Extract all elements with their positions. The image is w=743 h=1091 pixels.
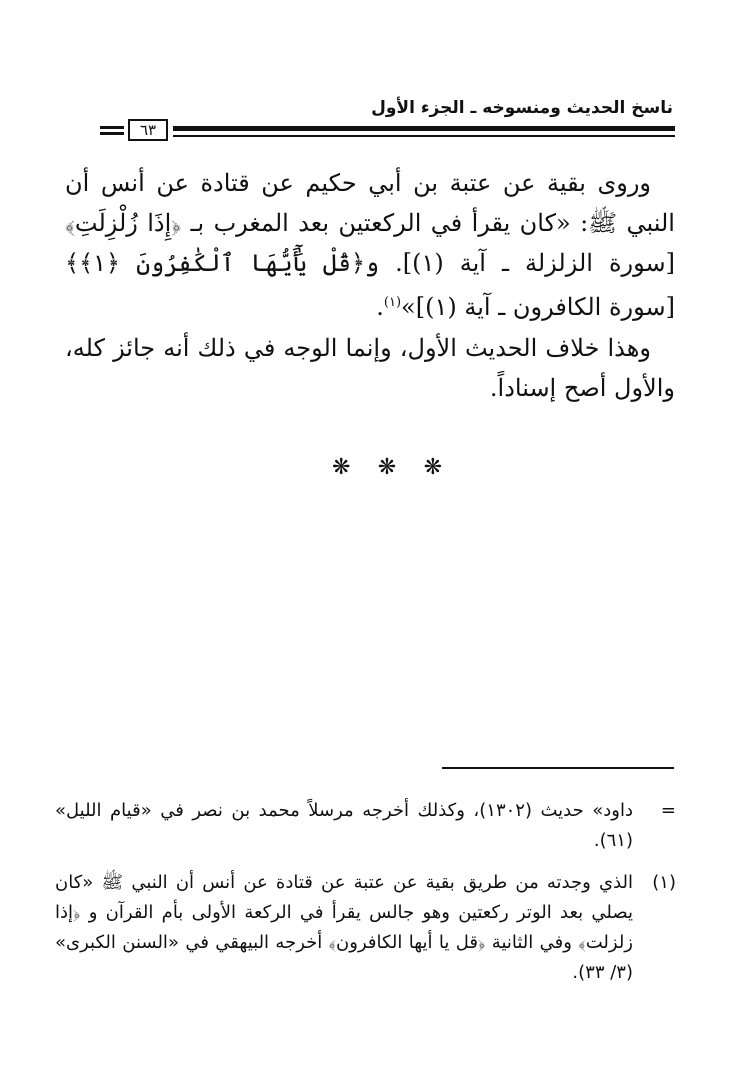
separator-star-icon: ❋ [332,455,351,480]
paragraph1-end: . [376,293,384,321]
body-paragraph-1 [65,163,675,327]
footnote-1 [55,868,675,988]
paragraph1-text-c: ﴾ [سورة الكافرون ـ آية (١)]» [65,249,675,321]
paragraph2-text: وهذا خلاف الحديث الأول، وإنما الوجه في ذلك أنه جائز كله، والأول أصح إسناداً. [65,334,675,402]
footnote-divider [442,767,674,769]
footnote-text: الذي وجدته من طريق بقية عن عتبة عن قتادة عن أنس أن النبي ﷺ «كان يصلي بعد الوتر ركعتين وهو جالس يقرأ في الركعة الأولى بأم القرآن و ﴿إذا زلزلت﴾ وفي الثانية ﴿قل يا أيها الكافرون﴾ أخرجه البيهقي في «السنن الكبرى» (٣/ ٣٣). [55,872,633,983]
body-paragraph-2 [65,328,675,408]
footnote-continued [55,796,675,856]
footnote-marker: (١) [652,872,676,893]
separator-star-icon: ❋ [423,455,442,480]
paragraph1-text-b: ﴾ [سورة الزلزلة ـ آية (١)]. و﴿ [65,209,675,277]
header-rule-thick [173,126,675,131]
page-number: ٦٣ [128,119,168,141]
header-ornament-bars [100,126,124,138]
quran-verse-zalzalah: إِذَا زُلْزِلَتِ [74,209,172,237]
section-separator [332,455,442,480]
separator-star-icon: ❋ [377,455,397,480]
footnote-reference[interactable]: (١) [383,295,402,310]
paragraph1-text-a: وروى بقية عن عتبة بن أبي حكيم عن قتادة عن أنس أن النبي ﷺ: «كان يقرأ في الركعتين بعد المغرب بـ ﴿ [65,169,675,237]
footnote-text: داود» حديث (١٣٠٢)، وكذلك أخرجه مرسلاً محمد بن نصر في «قيام الليل» (٦١). [55,800,634,851]
header-rule-thin [173,135,675,137]
footnote-marker: = [660,800,676,821]
running-header-title: ناسخ الحديث ومنسوخه ـ الجزء الأول [371,98,673,118]
quran-verse-kafirun: قُلْ يَٰٓأَيُّهَا ٱلْكَٰفِرُونَ ﴿١﴾ [79,249,351,277]
